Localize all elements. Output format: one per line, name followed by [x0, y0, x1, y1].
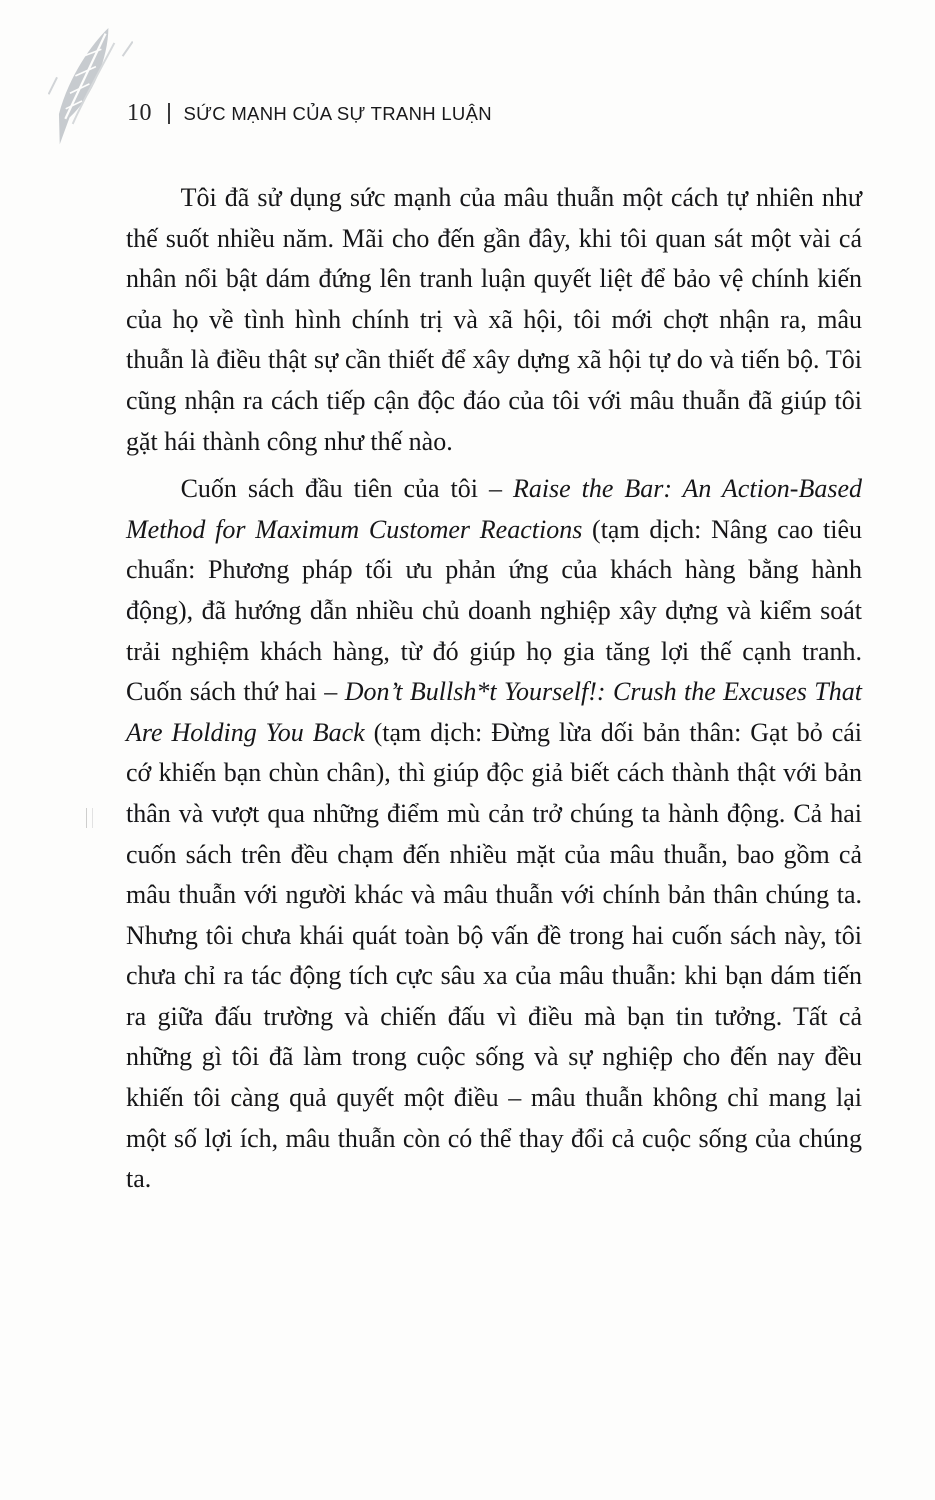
running-header [127, 100, 492, 127]
paragraph [126, 178, 862, 462]
scan-artifact [86, 808, 93, 828]
text-run: (tạm dịch: Đừng lừa dối bản thân: Gạt bỏ cái cớ khiến bạn chùn chân), thì giúp độc giả biết cách thành thật với bản thân và vượt qua những điểm mù cản trở chúng ta hành động. Cả hai cuốn sách trên đều chạm đến nhiều mặt của mâu thuẫn, bao gồm cả mâu thuẫn với người khác và mâu thuẫn với chính bản thân chúng ta. Nhưng tôi chưa khái quát toàn bộ vấn đề trong hai cuốn sách này, tôi chưa chỉ ra tác động tích cực sâu xa của mâu thuẫn: khi bạn dám tiến ra giữa đấu trường và chiến đấu vì điều mà bạn tin tưởng. Tất cả những gì tôi đã làm trong cuộc sống và sự nghiệp cho đến nay đều khiến tôi càng quả quyết một điều – mâu thuẫn không chỉ mang lại một số lợi ích, mâu thuẫn còn có thể thay đổi cả cuộc sống của chúng ta. [126, 717, 862, 1194]
page-body [126, 178, 862, 1200]
text-run: Cuốn sách đầu tiên của tôi – [180, 474, 513, 504]
text-run-italic: Don’t Bullsh*t Yourself!: Crush the Excuses That Are Holding You Back [126, 677, 862, 747]
text-run: (tạm dịch: Nâng cao tiêu chuẩn: Phương pháp tối ưu phản ứng của khách hàng bằng hành động), đã hướng dẫn nhiều chủ doanh nghiệp xây dựng và kiểm soát trải nghiệm khách hàng, từ đó giúp họ gia tăng lợi thế cạnh tranh. Cuốn sách thứ hai – [126, 514, 862, 707]
header-divider [168, 103, 170, 124]
quill-feather-icon [48, 22, 133, 152]
paragraph [126, 469, 862, 1200]
text-run-italic: Raise the Bar: An Action-Based Method for Maximum Customer Reactions [126, 474, 862, 544]
running-header-title: SỨC MẠNH CỦA SỰ TRANH LUẬN [183, 103, 492, 124]
page-number: 10 [127, 100, 152, 126]
text-run: Tôi đã sử dụng sức mạnh của mâu thuẫn một cách tự nhiên như thế suốt nhiều năm. Mãi cho đến gần đây, khi tôi quan sát một vài cá nhân nổi bật dám đứng lên tranh luận quyết liệt để bảo vệ chính kiến của họ về tình hình chính trị và xã hội, tôi mới chợt nhận ra, mâu thuẫn là điều thật sự cần thiết để xây dựng xã hội tự do và tiến bộ. Tôi cũng nhận ra cách tiếp cận độc đáo của tôi với mâu thuẫn đã giúp tôi gặt hái thành công như thế nào. [126, 183, 862, 456]
